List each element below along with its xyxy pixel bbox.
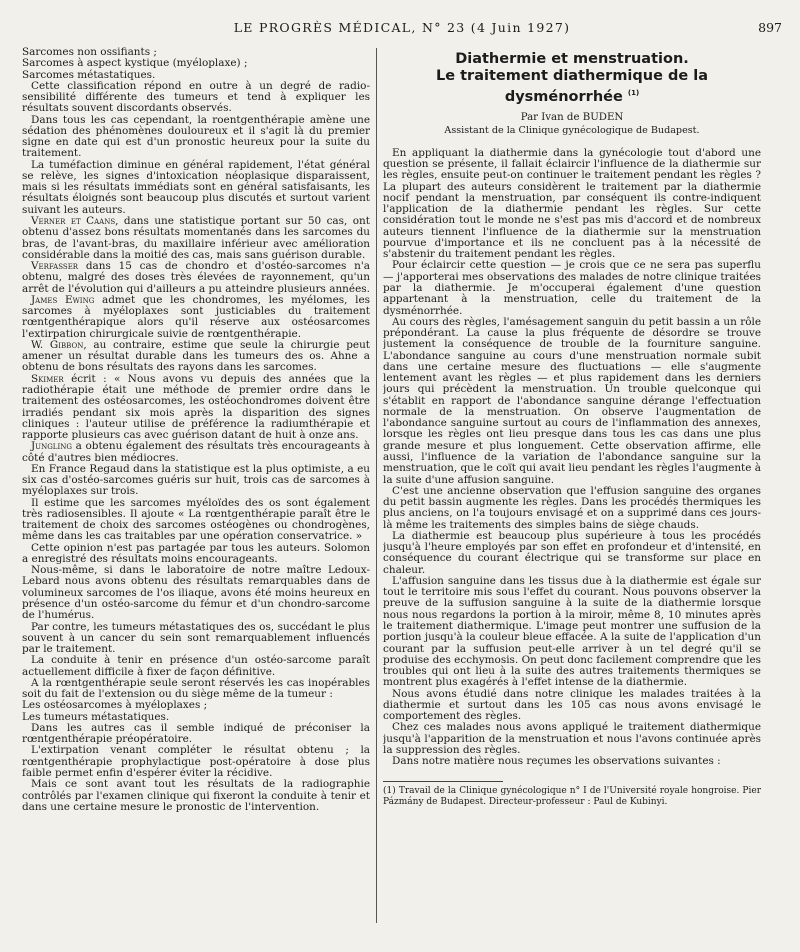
paragraph xyxy=(22,295,370,340)
paragraph: La conduite à tenir en présence d'un ostéo-sarcome paraît actuellement difficile à fixer de façon définitive. xyxy=(22,654,370,678)
paragraph: En appliquant la diathermie dans la gynécologie tout d'abord une question se présente, il fallait éclaircir l'influence de la diathermie sur les règles, ensuite peut-on continuer le traitement pendant les règles ? La plupart des auteurs considèrent le traitement par la diathermie nocif pendant la menstruation, par conséquent ils contre-indiquent l'application de la diathermie pendant les règles. Sur cette considération tout le monde ne s'est pas mis d'accord et de nombreux auteurs tiennent l'influence de la diathermie sur la menstruation pourvue d'importance et ils ne concluent pas à la nécessité de s'abstenir du traitement pendant les règles. xyxy=(383,146,761,261)
author-name: Verfasser xyxy=(31,260,79,273)
author-name: James Ewing xyxy=(31,293,95,306)
running-head xyxy=(22,18,782,36)
paragraph: Cette classification répond en outre à un degré de radio-sensibilité différente des tumeurs et tend à expliquer les résultats souvent discordants observés. xyxy=(22,79,370,115)
paragraph-text: écrit : « Nous avons vu depuis des années que la radiothérapie était une méthode de premier ordre dans le traitement des ostéosarcomes, les ostéochondromes doivent être irradiés pendant six mois après la disparition des signes cliniques : l'auteur utilise de préférence la radiumthérapie et rapporte plusieurs cas avec guérison datant de huit à onze ans. xyxy=(22,372,370,442)
paragraph xyxy=(22,216,370,261)
paragraph: Cette opinion n'est pas partagée par tous les auteurs. Solomon a enregistré des résultats moins encourageants. xyxy=(22,541,370,565)
paragraph xyxy=(22,441,370,464)
paragraph: La diathermie est beaucoup plus supérieure à tous les procédés jusqu'à l'heure employés par son effet en profondeur et d'intensité, en conséquence du courant électrique qui se transforme sur place en chaleur. xyxy=(383,529,761,576)
paragraph: Il estime que les sarcomes myéloïdes des os sont également très radiosensibles. Il ajoute « La rœntgenthérapie paraît être le traitement de choix des sarcomes ostéogènes ou chondrogènes, même dans les cas traitables par une opération conservatrice. » xyxy=(22,496,370,543)
paragraph: En France Regaud dans la statistique est la plus optimiste, a eu six cas d'ostéo-sarcomes guéris sur huit, trois cas de sarcomes à myéloplaxes sur trois. xyxy=(22,462,370,498)
list-line: Sarcomes à aspect kystique (myéloplaxe) ; xyxy=(22,57,248,70)
paragraph: L'extirpation venant compléter le résultat obtenu ; la rœntgenthérapie prophylactique post-opératoire à dose plus faible permet enfin d'espérer éviter la récidive. xyxy=(22,744,370,779)
list-line: Sarcomes métastatiques. xyxy=(22,68,156,81)
left-column xyxy=(22,47,370,937)
author-name: W. Gibbon, xyxy=(31,338,87,351)
paragraph-text: dans 15 cas de chondro et d'ostéo-sarcomes n'a obtenu, malgré des doses très élevées de rayonnement, qu'un arrêt de l'évolution qui d'ailleurs a pu atteindre plusieurs années. xyxy=(22,260,370,295)
paragraph: A la rœntgenthérapie seule seront réservés les cas inopérables soit du fait de l'extension ou du siège même de la tumeur : xyxy=(22,676,370,701)
article-body xyxy=(383,148,761,768)
article-affiliation: Assistant de la Clinique gynécologique de Budapest. xyxy=(444,124,700,136)
paragraph-text: admet que les chondromes, les myélomes, les sarcomes à myéloplaxes sont justiciables du traitement rœntgenthérapique alors qu'il réserve aux ostéosarcomes l'extirpation chirurgicale suivie de rœntgenthérapie. xyxy=(22,293,370,340)
right-column xyxy=(383,47,761,937)
paragraph: Nous-même, si dans le laboratoire de notre maître Ledoux-Lebard nous avons obtenu des résultats remarquables dans de volumineux sarcomes de l'os iliaque, avons été moins heureux en présence d'un ostéo-sarcome du fémur et d'un chondro-sarcome de l'humérus. xyxy=(22,564,370,622)
list-line: Les tumeurs métastatiques. xyxy=(22,710,170,723)
footnote-marker: (1) xyxy=(627,89,640,97)
author-name: Skimer xyxy=(31,372,64,385)
paragraph xyxy=(22,261,370,295)
list-line: Les ostéosarcomes à myéloplaxes ; xyxy=(22,699,208,712)
paragraph: C'est une ancienne observation que l'effusion sanguine des organes du petit bassin augmente les règles. Dans les procédés thermiques les plus anciens, on l'a toujours envisagé et on a supprimé dans ces jours-là même les traitements des simples bains de siège chauds. xyxy=(383,484,761,531)
article-title-line-2 xyxy=(383,68,761,106)
paragraph-text: au contraire, estime que seule la chirurgie peut amener un résultat durable dans les tumeurs des os. Ahne a obtenu de bons résultats des rayons dans les sarcomes. xyxy=(22,338,370,374)
article-title-line-1: Diathermie et menstruation. xyxy=(455,51,689,67)
footnote-divider xyxy=(383,781,503,782)
footnote: (1) Travail de la Clinique gynécologique n° I de l'Université royale hongroise. Pier Pázmány de Budapest. Directeur-professeur : Paul de Kubinyi. xyxy=(383,786,761,807)
article-title-text: Le traitement diathermique de la dysménorrhée xyxy=(435,68,709,105)
paragraph: Mais ce sont avant tout les résultats de la radiographie contrôlés par l'examen clinique qui fixeront la conduite à tenir et dans une certaine mesure le pronostic de l'intervention. xyxy=(22,778,370,813)
paragraph: Dans notre matière nous reçumes les observations suivantes : xyxy=(392,755,721,768)
journal-title: LE PROGRÈS MÉDICAL, N° 23 (4 Juin 1927) xyxy=(233,20,571,35)
paragraph xyxy=(22,340,370,374)
paragraph: L'affusion sanguine dans les tissus due à la diathermie est égale sur tout le territoire mis sous l'effet du courant. Nous pouvons observer la preuve de la suffusion sanguine à la suite de la diathermie lorsque nous nous regardons la portion à la miroir, même 8, 10 minutes après le traitement diathermique. L'image peut montrer une suffusion de la portion jusqu'à la couleur bleue effacée. A la suite de l'application d'un courant par la suffusion peut-elle arriver à un tel degré qu'il se produise des ecchymosis. On peut donc facilement comprendre que les troubles qui ont lieu à la suite des autres traitements thermiques se montrent plus exagérés à l'effet intense de la diathermie. xyxy=(383,574,761,689)
paragraph xyxy=(22,374,370,442)
paragraph: Dans tous les cas cependant, la roentgenthérapie amène une sédation des phénomènes douloureux et il s'agit là du premier signe en date qui est d'un pronostic heureux pour la suite du traitement. xyxy=(22,113,370,160)
paragraph-text: dans une statistique portant sur 50 cas, ont obtenu d'assez bons résultats momentanés dans les sarcomes du bras, de l'avant-bras, du maxillaire inférieur avec amélioration considérable dans la moitié des cas, mais sans guérison durable. xyxy=(22,214,370,261)
paragraph: La tuméfaction diminue en général rapidement, l'état général se relève, les signes d'intoxication néoplasique disparaissent, mais si les résultats immédiats sont en général satisfaisants, les résultats éloignés sont beaucoup plus discutés et surtout varient suivant les auteurs. xyxy=(22,158,370,216)
paragraph: Par contre, les tumeurs métastatiques des os, succédant le plus souvent à un cancer du sein sont remarquablement influencés par le traitement. xyxy=(22,620,370,656)
page-number: 897 xyxy=(758,20,782,35)
paragraph: Chez ces malades nous avons appliqué le traitement diathermique jusqu'à l'apparition de la menstruation et nous l'avons continuée après la suppression des règles. xyxy=(383,721,761,756)
paragraph-text: a obtenu également des résultats très encourageants à côté d'autres bien médiocres. xyxy=(22,440,370,464)
author-name: Verner et Caans, xyxy=(31,214,119,227)
paragraph: Pour éclaircir cette question — je crois que ce ne sera pas superflu — j'apporterai mes observations des malades de notre clinique traitées par la diathermie. Je m'occuperai également d'une question appartenant à la menstruation, celle du traitement de la dysménorrhée. xyxy=(383,259,761,317)
list-line: Sarcomes non ossifiants ; xyxy=(22,47,157,58)
article-author: Par Ivan de BUDEN xyxy=(520,111,624,123)
paragraph: Au cours des règles, l'amésagement sanguin du petit bassin a un rôle prépondérant. La cause la plus fréquente de désordre se trouve justement la conséquence de trouble de la fourniture sanguine. L'abondance sanguine au cours d'une menstruation normale subit dans une certaine mesure des fluctuations — elle s'augmente lentement avant les règles — et plus rapidement dans les derniers jours qui précèdent la menstruation. Un trouble quelconque qui s'établit en rapport de l'abondance sanguine dérange l'effectuation normale de la menstruation. On observe l'augmentation de l'abondance sanguine surtout au cours de l'inflammation des annexes, lorsque les règles ont lieu presque dans tous les cas dans une plus grande mesure et plus longuement. Cette observation affirme, elle aussi, l'influence de la variation de l'abondance sanguine sur la menstruation, que le coït qui avait lieu pendant les règles l'augmente à la suite d'une affusion sanguine. xyxy=(383,315,761,486)
article-title xyxy=(383,51,761,106)
author-name: Jungling xyxy=(31,440,72,453)
paragraph: Nous avons étudié dans notre clinique les malades traitées à la diathermie et surtout dans les 105 cas nous avons envisagé le comportement des règles. xyxy=(383,687,761,723)
paragraph: Dans les autres cas il semble indiqué de préconiser la rœntgenthérapie préopératoire. xyxy=(22,721,370,746)
column-divider xyxy=(376,48,377,923)
